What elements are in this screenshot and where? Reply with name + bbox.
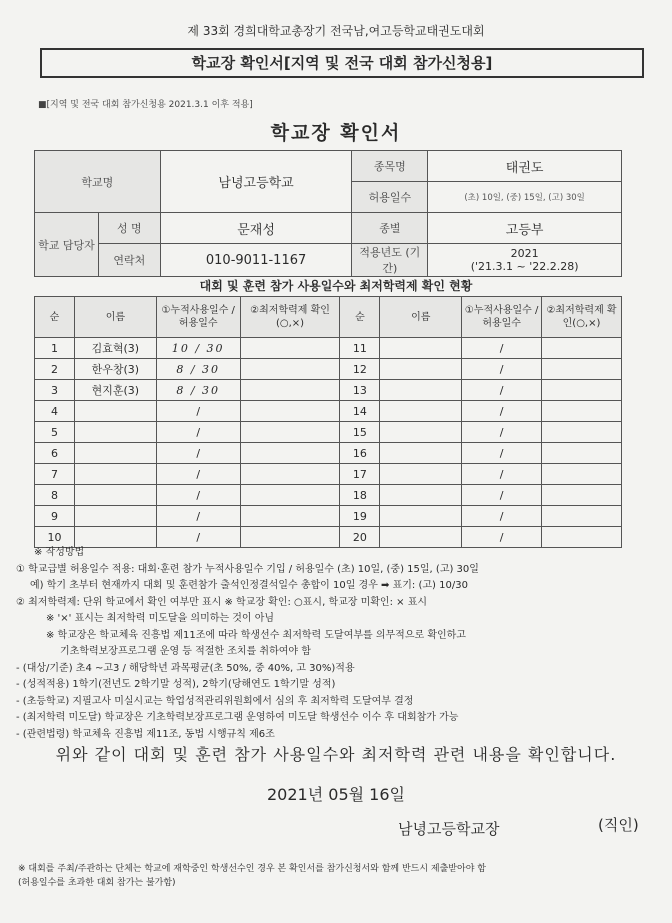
- instruction-line: - (성적적용) 1학기(전년도 2학기말 성적), 2학기(당해연도 1학기말 성적): [16, 679, 336, 690]
- table-row: [35, 485, 622, 506]
- days-used: /: [462, 485, 542, 506]
- school-info-table: [34, 150, 622, 277]
- instructions: [16, 545, 666, 743]
- days-used: 8 / 30: [156, 359, 240, 380]
- days-used: /: [156, 485, 240, 506]
- event-title: 제 33회 경희대학교총장기 전국남,여고등학교태권도대회: [187, 24, 485, 38]
- year-value: 2021: [510, 247, 539, 260]
- instruction-line: ※ '×' 표시는 최저학력 미도달을 의미하는 것이 아님: [46, 613, 275, 624]
- row-no: 18: [340, 485, 380, 506]
- instruction-line: ※ 작성방법: [34, 547, 85, 558]
- days-used: /: [156, 527, 240, 548]
- student-name: [74, 485, 156, 506]
- academic-check: [240, 485, 340, 506]
- records-body: [35, 338, 622, 548]
- allowed-days-value: (초) 10일, (중) 15일, (고) 30일: [428, 182, 622, 213]
- days-used: /: [156, 464, 240, 485]
- row-no: 9: [35, 506, 75, 527]
- header-no: 순: [35, 297, 75, 338]
- doc-title: 학교장 확인서: [270, 122, 402, 144]
- header-academic: ②최저학력제 확인(○,×): [240, 297, 340, 338]
- days-used: /: [462, 422, 542, 443]
- row-no: 1: [35, 338, 75, 359]
- academic-check: [240, 359, 340, 380]
- instruction-line: - (초등학교) 지필고사 미실시교는 학업성적관리위원회에서 심의 후 최저학력 도달여부 결정: [16, 695, 414, 707]
- row-no: 17: [340, 464, 380, 485]
- days-used: /: [462, 359, 542, 380]
- header-name: 이름: [380, 297, 462, 338]
- header-name: 이름: [74, 297, 156, 338]
- manager-label: 학교 담당자: [35, 213, 99, 277]
- row-no: 11: [340, 338, 380, 359]
- student-name: 김효혁(3): [74, 338, 156, 359]
- table-row: [35, 359, 622, 380]
- row-no: 4: [35, 401, 75, 422]
- days-used: /: [156, 443, 240, 464]
- footnote-line-2: (허용일수를 초과한 대회 참가는 불가함): [18, 878, 176, 888]
- records-table: [34, 296, 622, 548]
- row-no: 5: [35, 422, 75, 443]
- instruction-line: - (대상/기준) 초4 ~고3 / 해당학년 과목평균(초 50%, 중 40%, 고 30%)적용: [16, 662, 355, 674]
- instruction-line: 기초학력보장프로그램 운영 등 적절한 조치를 취하여야 함: [60, 646, 311, 657]
- instruction-line: - (최저학력 미도달) 학교장은 기초학력보장프로그램 운영하여 미도달 학생선수 이수 후 대회참가 가능: [16, 712, 459, 723]
- student-name: [380, 506, 462, 527]
- academic-check: [542, 380, 622, 401]
- principal-name: 남녕고등학교장: [398, 820, 500, 838]
- row-no: 13: [340, 380, 380, 401]
- days-used: 10 / 30: [156, 338, 240, 359]
- row-no: 19: [340, 506, 380, 527]
- instruction-line: ① 학교급별 허용일수 적용: 대회·훈련 참가 누적사용일수 기입 / 허용일수 (초) 10일, (중) 15일, (고) 30일: [16, 563, 479, 575]
- academic-check: [240, 380, 340, 401]
- student-name: [74, 464, 156, 485]
- table-row: [35, 464, 622, 485]
- table-row: [35, 422, 622, 443]
- school-label: 학교명: [35, 151, 161, 213]
- event-label: 종목명: [352, 151, 428, 182]
- table-row: [35, 506, 622, 527]
- table-row: [35, 338, 622, 359]
- header-academic: ②최저학력제 확인(○,×): [542, 297, 622, 338]
- confirm-text: 위와 같이 대회 및 훈련 참가 사용일수와 최저학력 관련 내용을 확인합니다.: [55, 745, 617, 764]
- student-name: [380, 401, 462, 422]
- header-days: ①누적사용일수 /허용일수: [462, 297, 542, 338]
- student-name: [74, 401, 156, 422]
- days-used: /: [462, 338, 542, 359]
- usage-note: ■[지역 및 전국 대회 참가신청용 2021.3.1 이후 적용]: [38, 100, 253, 110]
- days-used: /: [462, 527, 542, 548]
- year-cell: [428, 244, 622, 277]
- school-name: 남녕고등학교: [160, 151, 352, 213]
- row-no: 16: [340, 443, 380, 464]
- days-used: /: [462, 380, 542, 401]
- student-name: [74, 422, 156, 443]
- days-used: /: [156, 401, 240, 422]
- student-name: [380, 443, 462, 464]
- manager-name: 문재성: [160, 213, 352, 244]
- academic-check: [240, 422, 340, 443]
- days-used: /: [156, 506, 240, 527]
- days-used: /: [462, 443, 542, 464]
- days-used: /: [462, 401, 542, 422]
- division-label: 종별: [352, 213, 428, 244]
- instruction-line: ② 최저학력제: 단위 학교에서 확인 여부만 표시 ※ 학교장 확인: ○표시, 학교장 미확인: × 표시: [16, 596, 428, 608]
- days-used: 8 / 30: [156, 380, 240, 401]
- academic-check: [542, 401, 622, 422]
- row-no: 2: [35, 359, 75, 380]
- academic-check: [240, 401, 340, 422]
- table-row: [35, 380, 622, 401]
- academic-check: [240, 506, 340, 527]
- contact-label: 연락처: [98, 244, 160, 277]
- student-name: [380, 359, 462, 380]
- student-name: [74, 506, 156, 527]
- academic-check: [542, 485, 622, 506]
- student-name: [380, 422, 462, 443]
- row-no: 14: [340, 401, 380, 422]
- academic-check: [542, 464, 622, 485]
- date-text: 2021년 05월 16일: [267, 785, 405, 804]
- instruction-line: - (관련법령) 학교체육 진흥법 제11조, 동법 시행규칙 제6조: [16, 728, 275, 740]
- academic-check: [542, 338, 622, 359]
- row-no: 8: [35, 485, 75, 506]
- year-label: 적용년도 (기간): [352, 244, 428, 277]
- row-no: 7: [35, 464, 75, 485]
- academic-check: [542, 506, 622, 527]
- instruction-line: 예) 학기 초부터 현재까지 대회 및 훈련참가 출석인정결석일수 총합이 10일 경우 ➡ 표기: (고) 10/30: [30, 580, 468, 591]
- student-name: [74, 443, 156, 464]
- footnote-line-1: ※ 대회를 주최/주관하는 단체는 학교에 재학중인 학생선수인 경우 본 확인서를 참가신청서와 함께 반드시 제출받아야 함: [18, 864, 486, 874]
- row-no: 12: [340, 359, 380, 380]
- academic-check: [240, 464, 340, 485]
- student-name: [380, 464, 462, 485]
- seal-label: (직인): [598, 816, 639, 834]
- student-name: 현지훈(3): [74, 380, 156, 401]
- row-no: 3: [35, 380, 75, 401]
- allowed-days-label: 허용일수: [352, 182, 428, 213]
- academic-check: [542, 359, 622, 380]
- row-no: 6: [35, 443, 75, 464]
- student-name: [380, 338, 462, 359]
- header-no: 순: [340, 297, 380, 338]
- table-row: [35, 401, 622, 422]
- days-used: /: [156, 422, 240, 443]
- form-banner: 학교장 확인서[지역 및 전국 대회 참가신청용]: [40, 48, 644, 78]
- days-used: /: [462, 464, 542, 485]
- period-value: ('21.3.1 ~ '22.2.28): [470, 260, 579, 273]
- division-value: 고등부: [428, 213, 622, 244]
- row-no: 10: [35, 527, 75, 548]
- contact-value: 010-9011-1167: [160, 244, 352, 277]
- name-label: 성 명: [98, 213, 160, 244]
- header-days: ①누적사용일수 /허용일수: [156, 297, 240, 338]
- academic-check: [542, 443, 622, 464]
- row-no: 15: [340, 422, 380, 443]
- academic-check: [240, 443, 340, 464]
- table-row: [35, 443, 622, 464]
- instruction-line: ※ 학교장은 학교체육 진흥법 제11조에 따라 학생선수 최저학력 도달여부를 의무적으로 확인하고: [46, 629, 466, 641]
- student-name: [380, 380, 462, 401]
- records-title: 대회 및 훈련 참가 사용일수와 최저학력제 확인 현황: [199, 279, 473, 293]
- student-name: [380, 485, 462, 506]
- days-used: /: [462, 506, 542, 527]
- footnote: [18, 862, 658, 890]
- row-no: 20: [340, 527, 380, 548]
- academic-check: [542, 422, 622, 443]
- event-value: 태권도: [428, 151, 622, 182]
- student-name: 한우창(3): [74, 359, 156, 380]
- academic-check: [240, 338, 340, 359]
